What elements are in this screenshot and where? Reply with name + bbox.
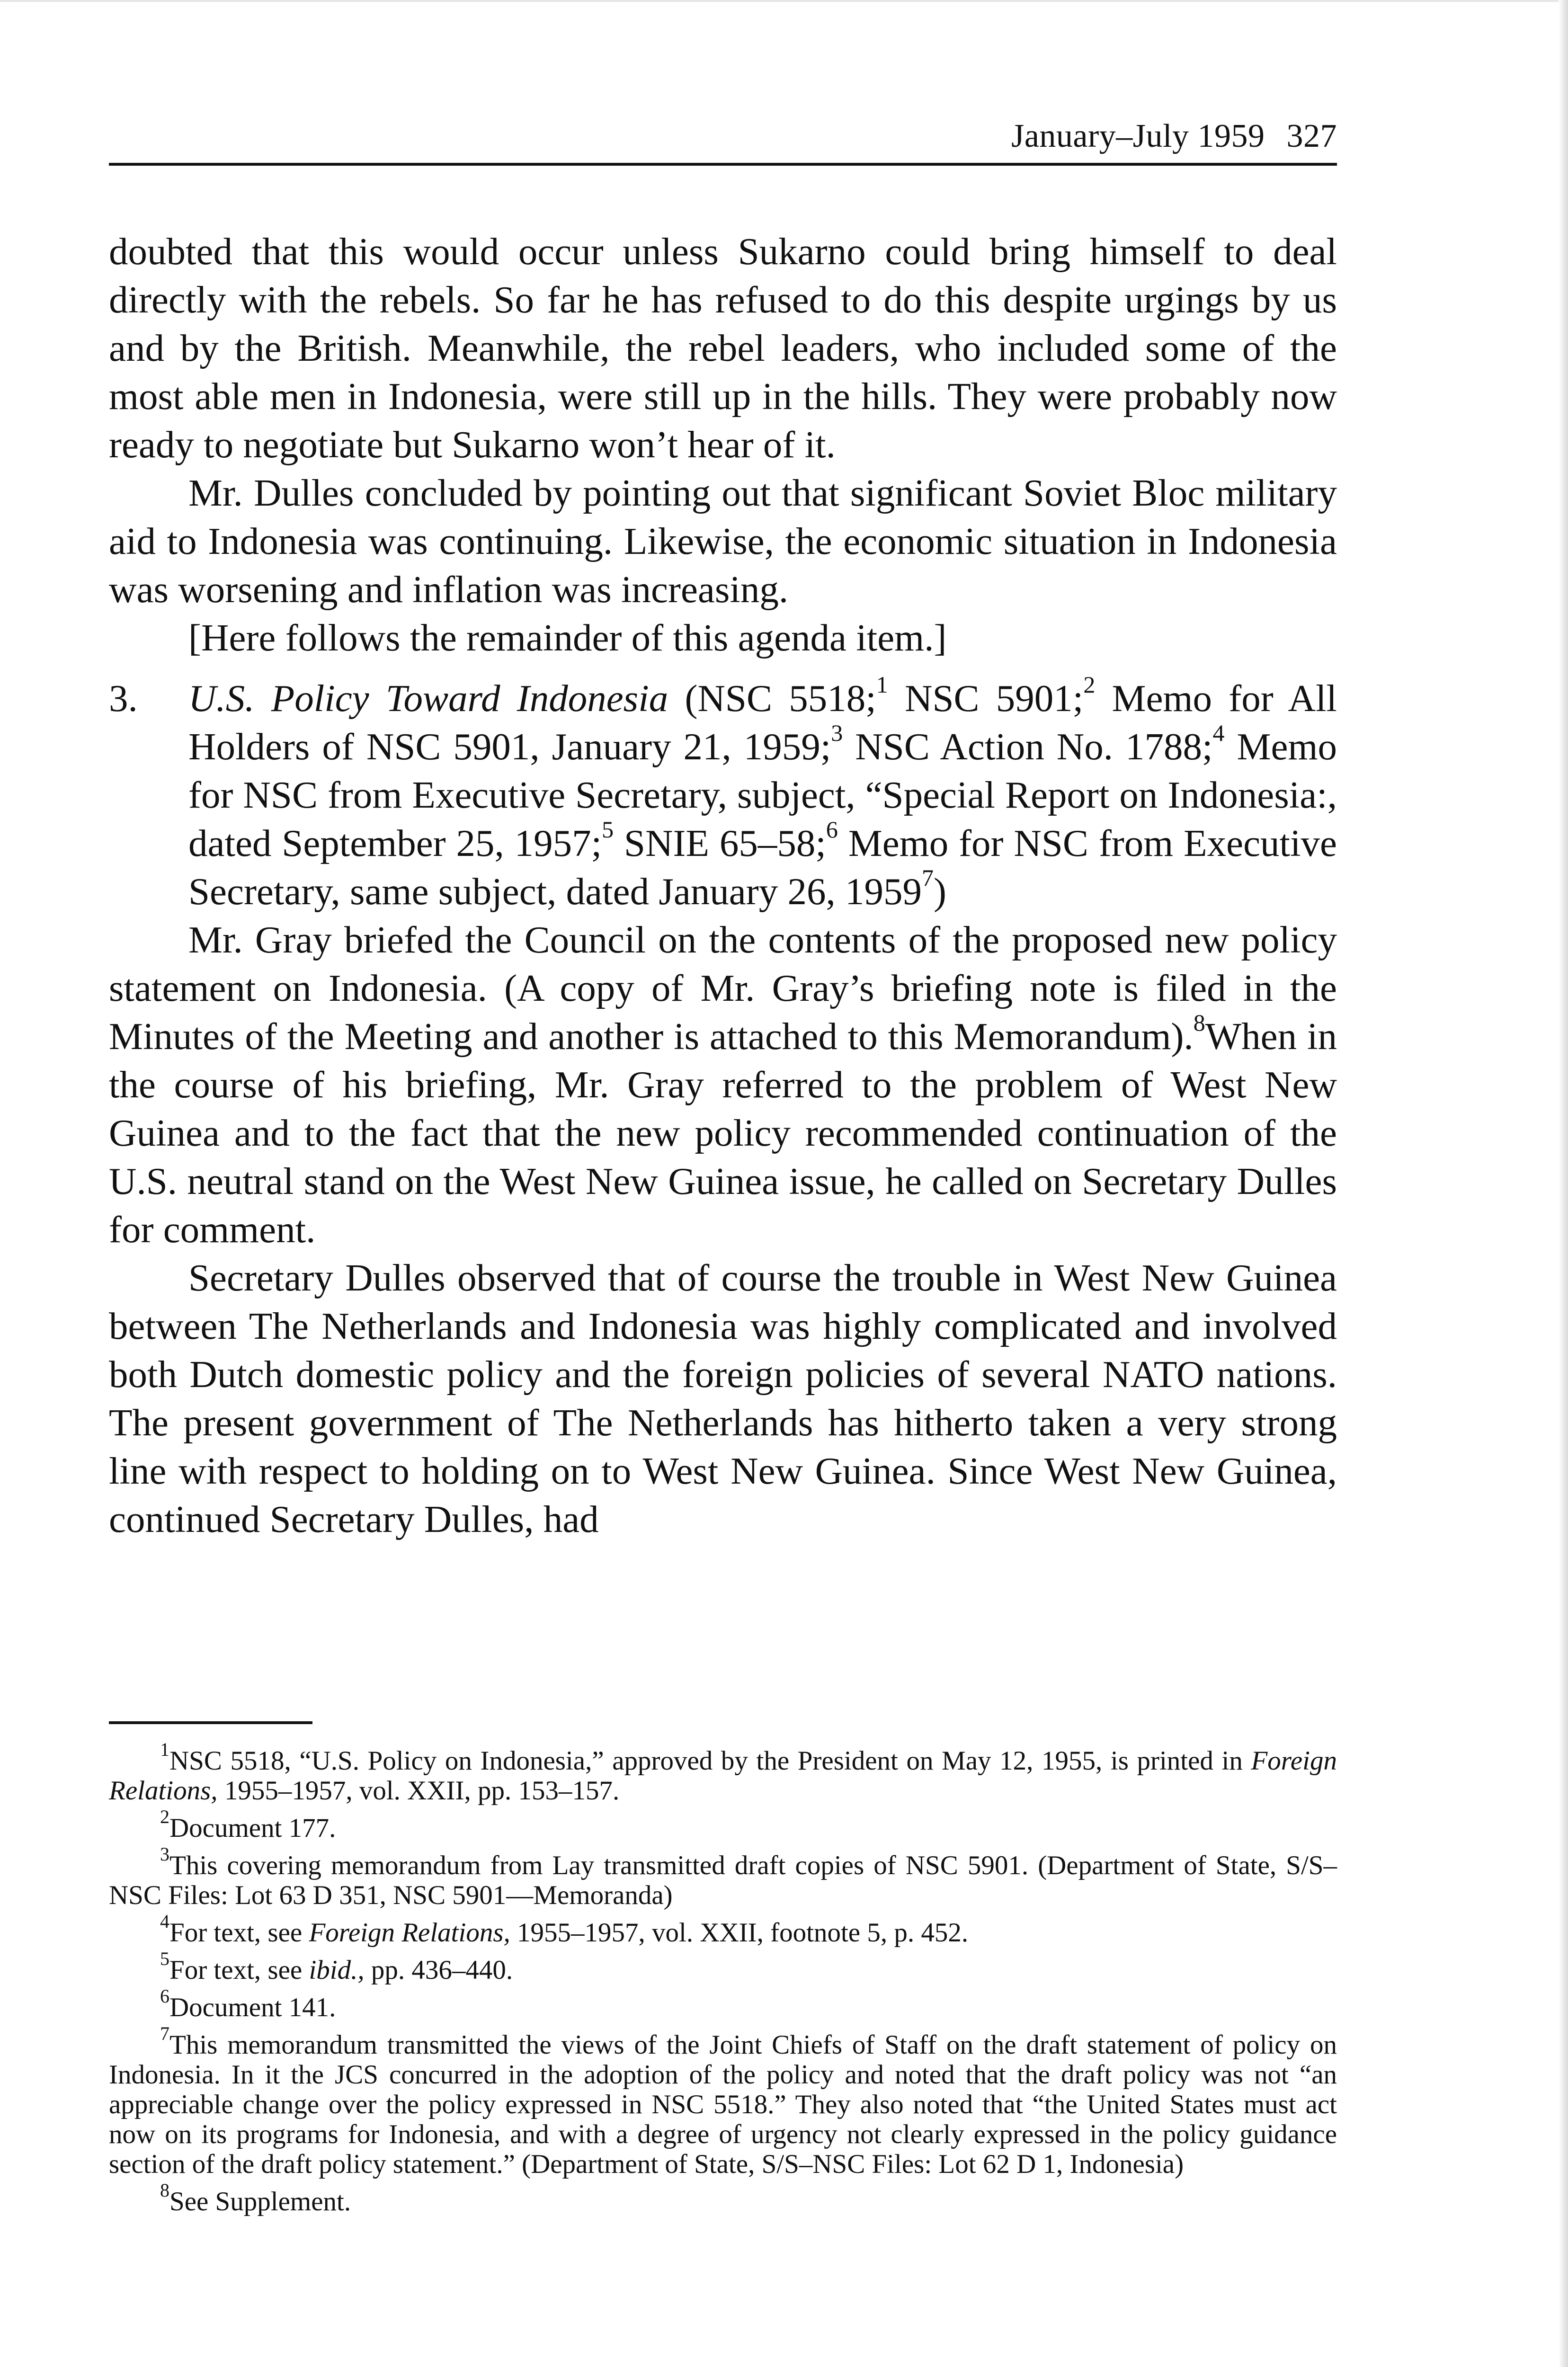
footnote-3: [109, 1843, 1337, 1910]
footnote-text: pp. 436–440.: [364, 1955, 513, 1985]
paragraph-continuation: doubted that this would occur unless Sukarno could bring himself to deal directly with the rebels. So far he has refused to do this despite urgings by us and by the British. Meanwhile, the rebel leaders, who included some of the most able men in Indonesia, were still up in the hills. They were probably now ready to negotiate but Sukarno won’t hear of it.: [109, 230, 1337, 466]
footnote-italic: ibid.,: [309, 1955, 365, 1985]
footnote-ref: 7: [921, 864, 934, 891]
footnote-5: [109, 1948, 1337, 1985]
footnote-text: 1955–1957, vol. XXII, pp. 153–157.: [217, 1776, 620, 1806]
running-head: [1011, 117, 1337, 155]
running-head-title: January–July 1959: [1011, 118, 1265, 154]
agenda-item-3: [109, 671, 1337, 916]
agenda-item-ref: Memo for NSC from Executive Secretary, subject, “Special Report on Indonesia:, dated September 25, 1957;: [188, 725, 1337, 864]
footnote-number: 2: [160, 1806, 169, 1828]
body-text: [109, 227, 1337, 1543]
footnote-text: This memorandum transmitted the views of the Joint Chiefs of Staff on the draft statement of policy on Indonesia. In it the JCS concurred in the adoption of the policy and noted that the draft policy was not “an appreciable change over the policy expressed in NSC 5518.” They also noted that “the United States must act now on its programs for Indonesia, and with a degree of urgency not clearly expressed in the policy guidance section of the draft policy statement.” (Department of State, S/S–NSC Files: Lot 62 D 1, Indonesia): [109, 2030, 1337, 2179]
footnote-number: 7: [160, 2023, 169, 2045]
page-number: 327: [1286, 118, 1337, 154]
paragraph-text: When in the course of his briefing, Mr. Gray referred to the problem of West New Guinea and to the fact that the new policy recommended continuation of the U.S. neutral stand on the West New Guinea issue, he called on Secretary Dulles for comment.: [109, 1015, 1337, 1251]
footnote-italic: Foreign Relations,: [309, 1918, 510, 1948]
agenda-item-ref: SNIE 65–58;: [614, 822, 826, 864]
paragraph-editorial-note: [Here follows the remainder of this agenda item.]: [188, 616, 947, 659]
footnote-text: This covering memorandum from Lay transmitted draft copies of NSC 5901. (Department of State, S/S–NSC Files: Lot 63 D 351, NSC 5901—Memoranda): [109, 1851, 1337, 1910]
footnote-ref: 1: [876, 671, 888, 698]
footnote-8: [109, 2180, 1337, 2216]
footnote-ref: 3: [831, 720, 843, 746]
footnote-number: 8: [160, 2180, 169, 2201]
agenda-item-number: 3.: [109, 677, 138, 720]
footnote-ref: 5: [602, 816, 614, 843]
scan-edge-top: [0, 0, 1568, 2]
agenda-item-text: [188, 671, 1337, 916]
footnote-7: [109, 2023, 1337, 2179]
footnote-2: [109, 1806, 1337, 1843]
agenda-item-ref: (NSC 5518;: [668, 677, 876, 720]
footnote-ref: 8: [1193, 1009, 1205, 1036]
page-header: [109, 114, 1337, 166]
footnote-number: 1: [160, 1739, 169, 1761]
footnotes: [109, 1739, 1337, 2224]
scan-edge-right: [1559, 0, 1568, 2367]
footnote-italic: Foreign Relations,: [109, 1746, 1337, 1806]
agenda-item-ref: Memo for NSC from Executive Secretary, same subject, dated January 26, 1959: [188, 822, 1337, 913]
paragraph-text: Mr. Gray briefed the Council on the contents of the proposed new policy statement on Indonesia. (A copy of Mr. Gray’s briefing note is filed in the Minutes of the Meeting and another is attached to this Memorandum).: [109, 918, 1337, 1058]
paragraph-gray-briefing: [109, 916, 1337, 1254]
agenda-item-ref: ): [933, 870, 946, 913]
footnote-number: 3: [160, 1843, 169, 1865]
footnote-text: See Supplement.: [169, 2187, 351, 2216]
agenda-item-ref: Memo for All Holders of NSC 5901, January 21, 1959;: [188, 677, 1337, 768]
footnote-6: [109, 1985, 1337, 2022]
footnote-4: [109, 1911, 1337, 1948]
footnote-rule: [109, 1721, 312, 1724]
header-rule: [109, 163, 1337, 166]
agenda-item-title: U.S. Policy Toward Indonesia: [188, 677, 668, 720]
footnote-text: Document 141.: [169, 1993, 336, 2022]
agenda-item-ref: NSC Action No. 1788;: [843, 725, 1213, 768]
footnote-text: For text, see: [169, 1918, 309, 1948]
footnote-text: NSC 5518, “U.S. Policy on Indonesia,” approved by the President on May 12, 1955, is printed in: [169, 1746, 1251, 1776]
footnote-ref: 4: [1212, 720, 1225, 746]
footnote-number: 5: [160, 1948, 169, 1970]
footnote-1: [109, 1739, 1337, 1806]
paragraph-secretary-dulles: Secretary Dulles observed that of course the trouble in West New Guinea between The Netherlands and Indonesia was highly complicated and involved both Dutch domestic policy and the foreign policies of several NATO nations. The present government of The Netherlands has hitherto taken a very strong line with respect to holding on to West New Guinea. Since West New Guinea, continued Secretary Dulles, had: [109, 1256, 1337, 1540]
footnote-text: 1955–1957, vol. XXII, footnote 5, p. 452.: [510, 1918, 969, 1948]
paragraph-dulles-conclusion: Mr. Dulles concluded by pointing out that significant Soviet Bloc military aid to Indonesia was continuing. Likewise, the economic situation in Indonesia was worsening and inflation was increasing.: [109, 472, 1337, 611]
footnote-ref: 2: [1083, 671, 1096, 698]
agenda-item-ref: NSC 5901;: [888, 677, 1084, 720]
footnote-ref: 6: [826, 816, 838, 843]
footnote-text: For text, see: [169, 1955, 309, 1985]
footnote-number: 4: [160, 1911, 169, 1932]
footnote-number: 6: [160, 1985, 169, 2007]
footnote-text: Document 177.: [169, 1813, 336, 1843]
